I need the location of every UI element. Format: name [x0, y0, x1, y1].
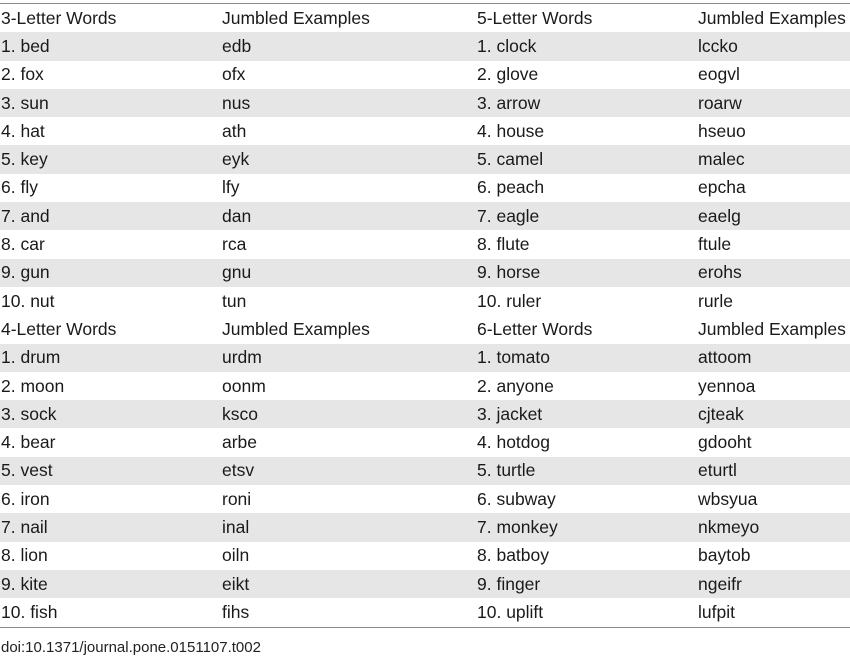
table-cell: edb	[222, 35, 252, 56]
header-cell: 4-Letter Words	[1, 318, 117, 339]
table-cell: etsv	[222, 460, 255, 481]
table-cell: 1. tomato	[477, 347, 550, 368]
table-cell: 7. nail	[1, 516, 48, 537]
table-cell: 6. peach	[477, 177, 545, 198]
table-header-row	[0, 315, 850, 343]
header-cell: 5-Letter Words	[477, 7, 593, 28]
table-cell: nkmeyo	[698, 516, 760, 537]
header-cell: 6-Letter Words	[477, 318, 593, 339]
table-row	[0, 485, 850, 513]
header-cell: Jumbled Examples	[698, 318, 846, 339]
table-cell: 3. arrow	[477, 92, 541, 113]
table-cell: lufpit	[698, 601, 735, 622]
header-cell: Jumbled Examples	[698, 7, 846, 28]
table-cell: oiln	[222, 545, 250, 566]
table-cell: 1. clock	[477, 35, 537, 56]
table-cell: 2. glove	[477, 64, 539, 85]
table-cell: 6. fly	[1, 177, 38, 198]
table-cell: lccko	[698, 35, 738, 56]
table-cell: eyk	[222, 149, 250, 170]
table-cell: 10. fish	[1, 601, 58, 622]
table-cell: 2. fox	[1, 64, 44, 85]
table-cell: ath	[222, 120, 247, 141]
table-cell: 9. horse	[477, 262, 541, 283]
table-row	[0, 61, 850, 89]
table-cell: 1. drum	[1, 347, 61, 368]
table-cell: urdm	[222, 347, 262, 368]
table-cell: 10. ruler	[477, 290, 542, 311]
table-cell: 9. finger	[477, 573, 541, 594]
table-cell: 3. jacket	[477, 403, 543, 424]
table-row	[0, 117, 850, 145]
table-row	[0, 259, 850, 287]
header-cell: 3-Letter Words	[1, 7, 117, 28]
table-row	[0, 287, 850, 315]
table-cell: 6. subway	[477, 488, 556, 509]
table-cell: 7. monkey	[477, 516, 558, 537]
table-cell: malec	[698, 149, 745, 170]
table-row	[0, 344, 850, 372]
table-cell: 5. key	[1, 149, 48, 170]
table-cell: 10. nut	[1, 290, 55, 311]
table-body-top	[0, 32, 850, 315]
table-cell: ksco	[222, 403, 258, 424]
table-row	[0, 513, 850, 541]
table-cell: 5. vest	[1, 460, 53, 481]
table-cell: 9. kite	[1, 573, 48, 594]
table-cell: gnu	[222, 262, 252, 283]
table-cell: 6. iron	[1, 488, 50, 509]
table-row	[0, 202, 850, 230]
table-cell: wbsyua	[698, 488, 758, 509]
table-cell: erohs	[698, 262, 742, 283]
table-cell: 7. and	[1, 205, 50, 226]
table-cell: dan	[222, 205, 252, 226]
word-table	[0, 3, 850, 628]
table-cell: 8. flute	[477, 234, 530, 255]
table-cell: eaelg	[698, 205, 741, 226]
table-cell: roarw	[698, 92, 742, 113]
table-cell: roni	[222, 488, 252, 509]
table-cell: 5. camel	[477, 149, 544, 170]
table-cell: ngeifr	[698, 573, 742, 594]
table-cell: inal	[222, 516, 250, 537]
header-cell: Jumbled Examples	[222, 318, 370, 339]
table-row	[0, 230, 850, 258]
table-cell: hseuo	[698, 120, 746, 141]
table-row	[0, 174, 850, 202]
table-cell: cjteak	[698, 403, 744, 424]
table-row	[0, 428, 850, 456]
table-cell: rurle	[698, 290, 734, 311]
table-cell: 4. bear	[1, 432, 56, 453]
table-row	[0, 542, 850, 570]
table-cell: eogvl	[698, 64, 740, 85]
table-cell: 8. lion	[1, 545, 48, 566]
table-cell: 4. house	[477, 120, 545, 141]
table-body-bottom	[0, 344, 850, 627]
header-cell: Jumbled Examples	[222, 7, 370, 28]
table-row	[0, 372, 850, 400]
table-row	[0, 400, 850, 428]
table-row	[0, 32, 850, 60]
table-cell: 7. eagle	[477, 205, 540, 226]
table-cell: 1. bed	[1, 35, 50, 56]
table-cell: eikt	[222, 573, 250, 594]
table-header-row	[0, 4, 850, 32]
table-cell: 4. hotdog	[477, 432, 550, 453]
table-cell: lfy	[222, 177, 240, 198]
table-row	[0, 145, 850, 173]
table-cell: 8. car	[1, 234, 45, 255]
table-cell: ofx	[222, 64, 246, 85]
table-row	[0, 89, 850, 117]
table-cell: rca	[222, 234, 247, 255]
table-cell: nus	[222, 92, 251, 113]
table-cell: 10. uplift	[477, 601, 544, 622]
table-row	[0, 598, 850, 626]
table-cell: tun	[222, 290, 247, 311]
table-cell: ftule	[698, 234, 732, 255]
table-cell: 8. batboy	[477, 545, 549, 566]
table-row	[0, 570, 850, 598]
table-cell: eturtl	[698, 460, 737, 481]
table-cell: fihs	[222, 601, 250, 622]
table-cell: epcha	[698, 177, 746, 198]
table-cell: 2. moon	[1, 375, 65, 396]
table-cell: 3. sun	[1, 92, 49, 113]
table-cell: baytob	[698, 545, 751, 566]
table-cell: 5. turtle	[477, 460, 536, 481]
table-cell: arbe	[222, 432, 258, 453]
table-cell: 3. sock	[1, 403, 57, 424]
table-cell: 9. gun	[1, 262, 50, 283]
table-row	[0, 457, 850, 485]
table-cell: 4. hat	[1, 120, 45, 141]
table-cell: yennoa	[698, 375, 756, 396]
doi-caption: doi:10.1371/journal.pone.0151107.t002	[1, 639, 261, 656]
table-cell: gdooht	[698, 432, 752, 453]
table-cell: 2. anyone	[477, 375, 554, 396]
table-cell: oonm	[222, 375, 266, 396]
table-cell: attoom	[698, 347, 752, 368]
